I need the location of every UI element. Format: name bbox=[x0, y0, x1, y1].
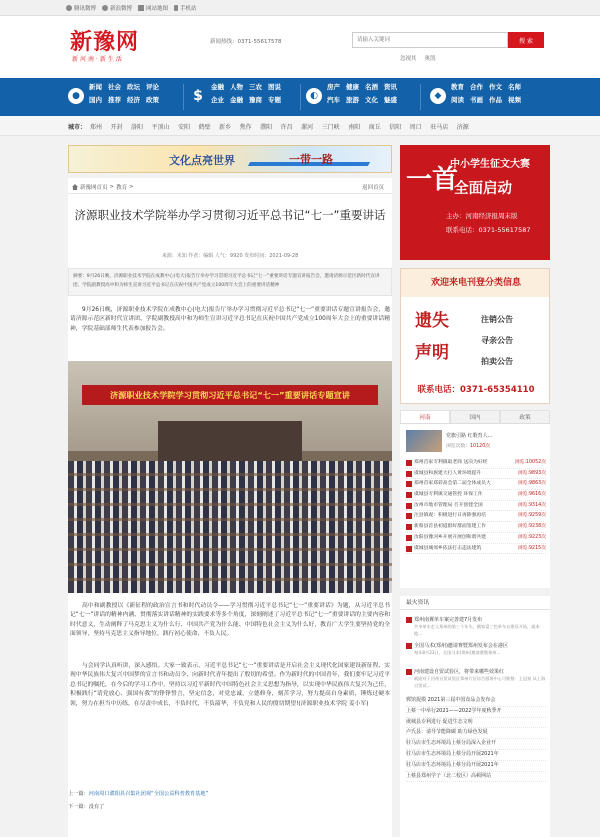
sina-icon bbox=[102, 5, 108, 11]
news-list-item[interactable]: 上蔡县郑州学子（北二校区）高顿网站 bbox=[406, 772, 546, 783]
nav-group-education bbox=[430, 82, 521, 105]
news-list-item[interactable]: 虞城县专利进行 促进生态文明 bbox=[406, 718, 546, 729]
section-title: 最火资讯 bbox=[400, 596, 550, 610]
city-label: 城市： bbox=[68, 124, 87, 131]
hot-list-item[interactable]: 郑州首家郑彩高会第二届全体成员大 浏览:9863次 bbox=[406, 479, 546, 490]
nav-item[interactable]: 健康 bbox=[346, 83, 359, 91]
rank-badge bbox=[406, 471, 412, 477]
hot-list-item[interactable]: 虞城县专利镇交通管控 环保工作 浏览:9616次 bbox=[406, 490, 546, 501]
nav-item[interactable]: 三农 bbox=[249, 83, 262, 91]
tab-domestic[interactable]: 国内 bbox=[450, 410, 500, 423]
rank-badge bbox=[406, 492, 412, 498]
site-logo[interactable] bbox=[70, 30, 155, 64]
city-link[interactable]: 南阳 bbox=[348, 124, 361, 131]
main-nav bbox=[0, 78, 600, 116]
article-summary: 摘要：9月26日晚，济源职业技术学院在成教中心(电大)报告厅举办学习贯彻习近平总书记“七一”重要讲话专题宣讲报告会，邀请济源示范区新时代宣讲团、学院副教授高中和为师生宣讲习近平总书记在庆祝中国共产党成立100周年大会上的重要讲话精神 bbox=[68, 268, 392, 296]
hot-list-item[interactable]: 虞城县和族建大打人黄环境提升 浏览:9893次 bbox=[406, 469, 546, 480]
classified-ad[interactable]: 欢迎来电刊登分类信息 遗失 声明 注销公告 寻亲公告 拍卖公告 联系电话：0371-65354110 bbox=[400, 268, 550, 404]
banner-text: 一带一路 bbox=[289, 153, 333, 166]
hot-list-item[interactable]: 新蔡县首县初道群好群面签建工作 浏览:9238次 bbox=[406, 522, 546, 533]
search-box bbox=[352, 32, 544, 48]
news-list-item[interactable]: 驻马店市生态环境局上蔡分局开展2021年 bbox=[406, 761, 546, 772]
city-link[interactable]: 信阳 bbox=[389, 124, 402, 131]
city-link[interactable]: 平顶山 bbox=[151, 124, 170, 131]
news-list-item[interactable]: 驻马店市生态环境局上蔡分局深入企业开 bbox=[406, 739, 546, 750]
article-paragraph: 高中和副教授以《新征程的政治宣言书和时代动员令——学习贯彻习近平总书记“七一”重要讲话》为题，从习近平总书记“七一”讲话的精神内涵、贯彻落实讲话精神的实践要求等多个角度，深刻阐述了习近平总书记“七一”重要讲话的主要内容和时代意义，生动阐释了马克思主义为什么行、中国共产党为什么能、中国特色社会主义为什么好，教育广大学生要坚持党的全面领导，坚持马克思主义指导地位，践行初心使命，不负人民。 bbox=[70, 603, 390, 638]
bullet-icon bbox=[406, 643, 412, 649]
featured-thumbnail bbox=[406, 430, 442, 452]
nav-item[interactable]: 经济 bbox=[127, 96, 140, 104]
sitemap-link[interactable]: 网站地图 bbox=[138, 4, 168, 12]
article-paragraph: 9月26日晚，济源职业技术学院在成教中心(电大)报告厅举办学习贯彻习近平总书记“七一”重要讲话专题宣讲报告会，邀请济源示范区新时代宣讲团、学院副教授高中和为师生宣讲习近平总书记在庆祝中国共产党成立100周年大会上的重要讲话精神，学院基础部师生代表参加报告会。 bbox=[70, 307, 390, 332]
city-link[interactable]: 三门峡 bbox=[321, 124, 340, 131]
bullet-icon bbox=[406, 669, 412, 675]
news-item[interactable]: 郑州南翼单车案完善建7月发布 共享单车走入郑州的第三个年头，檀家富三色单车自建设开始，就本地... bbox=[406, 616, 546, 637]
nav-item[interactable]: 政坛 bbox=[127, 83, 140, 91]
nav-group-finance bbox=[190, 82, 281, 105]
mobile-link[interactable]: 手机站 bbox=[174, 4, 197, 12]
rank-badge bbox=[406, 546, 412, 552]
nav-item[interactable]: 书画 bbox=[470, 96, 483, 104]
nav-divider bbox=[300, 84, 301, 110]
photo-banner-text: 济源职业技术学院学习贯彻习近平总书记“七一”重要讲话专题宣讲 bbox=[82, 385, 378, 405]
rank-badge bbox=[406, 535, 412, 541]
city-link[interactable]: 郑州 bbox=[90, 124, 103, 131]
nav-item[interactable]: 作品 bbox=[489, 96, 502, 104]
city-link[interactable]: 鹤壁 bbox=[198, 124, 211, 131]
bullet-icon bbox=[406, 617, 412, 623]
search-input[interactable] bbox=[352, 32, 508, 48]
region-tabs bbox=[400, 410, 550, 424]
home-icon: ● bbox=[68, 88, 84, 104]
nav-item[interactable]: 企业 bbox=[211, 96, 224, 104]
news-list-item[interactable]: 卢氏县：请导节能降碳 助力绿色发展 bbox=[406, 728, 546, 739]
nav-item[interactable]: 政策 bbox=[146, 96, 159, 104]
news-list-item[interactable]: 上蔡一中举行2021——2022学年度秋季开 bbox=[406, 707, 546, 718]
nav-item[interactable]: 金融 bbox=[230, 96, 243, 104]
city-bar bbox=[0, 116, 600, 136]
weibo-icon bbox=[66, 5, 72, 11]
nav-group-news bbox=[68, 82, 159, 105]
city-link[interactable]: 焦作 bbox=[239, 124, 252, 131]
breadcrumb-home[interactable]: 新豫网首页 bbox=[80, 185, 108, 191]
rank-badge bbox=[406, 503, 412, 509]
nav-item[interactable]: 豫商 bbox=[249, 96, 262, 104]
hot-list-item[interactable]: 郑州首家专利镇取老商 送决为好经 浏览:10052次 bbox=[406, 458, 546, 469]
tencent-weibo-link[interactable]: 腾讯微博 bbox=[66, 4, 96, 12]
nav-item[interactable]: 阅读 bbox=[451, 96, 464, 104]
nav-group-life bbox=[306, 82, 397, 105]
hot-list-item[interactable]: 注县镇观：积极进行日再除强再培 浏览:9259次 bbox=[406, 511, 546, 522]
news-list-item[interactable]: 驻马店市生态环境局上蔡分局开展2021年 bbox=[406, 750, 546, 761]
tab-henan[interactable]: 河南 bbox=[400, 410, 450, 423]
prev-article[interactable]: 上一篇：河南周口濮阳县召集社团观“全国公益科普教育基地” bbox=[68, 791, 209, 797]
hot-list-item[interactable]: 汝州市地市管理局 召开创建全国 浏览:9314次 bbox=[406, 501, 546, 512]
top-bar bbox=[0, 0, 600, 16]
hotword-link[interactable]: 奥凯 bbox=[424, 56, 436, 62]
nav-item[interactable]: 汽车 bbox=[327, 96, 340, 104]
home-icon bbox=[72, 184, 78, 190]
city-list bbox=[90, 122, 469, 131]
news-list-item[interactable]: 郸馆捉摸 2021第三届中国食品会发布会 bbox=[406, 696, 546, 707]
logo-text: 新豫网 bbox=[70, 29, 140, 55]
tab-policy[interactable]: 政策 bbox=[500, 410, 550, 423]
nav-item[interactable]: 金融 bbox=[211, 83, 224, 91]
city-link[interactable]: 洛阳 bbox=[131, 124, 144, 131]
car-icon: ◐ bbox=[306, 88, 322, 104]
breadcrumb bbox=[68, 178, 392, 194]
nav-item[interactable]: 社会 bbox=[108, 83, 121, 91]
search-button[interactable]: 搜 索 bbox=[508, 32, 544, 48]
city-link[interactable]: 濮阳 bbox=[260, 124, 273, 131]
logo-slogan: 新河南·新生活 bbox=[72, 56, 124, 63]
nav-divider bbox=[183, 84, 184, 110]
featured-item[interactable]: 党旗引路 红歌育人... 浏览次数：10120次 bbox=[406, 430, 544, 452]
latest-news bbox=[400, 596, 550, 837]
article-paragraph: 与会同学认真听讲，深入感悟。大家一致表示，习近平总书记“七一”重要讲话是开启社会主义现代化国家建设新征程、实现中华民族伟大复兴中国梦的宣言书和动员令，向新时代青年提出了殷切的希望。作为新时代的中国青年，我们要牢记习近平总书记的嘱托，在今后的学习工作中，坚持以习近平新时代中国特色社会主义思想为指导，以实现中华民族伟大复兴为己任，积极践行“请党放心、强国有我”的铮铮誓言，坚定信念，对党忠诚，立德修身，刻苦学习，努力提高自身素质，锤炼过硬本领，努力在担当中历练，在尽责中成长，不负时代，不负韶华，不负党和人民的殷切期望!(济源职业技术学院 姜小军) bbox=[70, 663, 390, 707]
article-photo bbox=[68, 361, 392, 593]
breadcrumb-category[interactable]: 教育 bbox=[116, 185, 128, 191]
phone-icon bbox=[174, 5, 178, 11]
article-title: 济源职业技术学院举办学习贯彻习近平总书记“七一”重要讲话 bbox=[74, 208, 386, 222]
nav-item[interactable]: 新闻 bbox=[89, 83, 102, 91]
city-link[interactable]: 济源 bbox=[456, 124, 469, 131]
rank-badge bbox=[406, 481, 412, 487]
breadcrumb-separator: > bbox=[109, 184, 115, 190]
rank-badge bbox=[406, 524, 412, 530]
hot-words bbox=[400, 54, 436, 62]
nav-item[interactable]: 教育 bbox=[451, 83, 464, 91]
nav-item[interactable]: 旅游 bbox=[346, 96, 359, 104]
essay-contest-ad[interactable]: 一首 中小学生征文大赛 全面启动 主办：河南经济报周末版 联系电话：0371-55617587 bbox=[400, 145, 550, 260]
banner-text: 文化点亮世界 bbox=[169, 154, 235, 167]
nav-item[interactable]: 评论 bbox=[146, 83, 159, 91]
news-hotline: 新闻热线：0371-55617578 bbox=[210, 39, 282, 45]
city-link[interactable]: 驻马店 bbox=[430, 124, 449, 131]
nav-item[interactable]: 房产 bbox=[327, 83, 340, 91]
nav-item[interactable]: 名酒 bbox=[365, 83, 378, 91]
nav-item[interactable]: 文化 bbox=[365, 96, 378, 104]
top-banner-ad[interactable] bbox=[68, 145, 392, 173]
nav-item[interactable]: 推荐 bbox=[108, 96, 121, 104]
hotword-link[interactable]: 忽视其 bbox=[400, 56, 417, 62]
article-pager bbox=[68, 788, 392, 814]
nav-item[interactable]: 合作 bbox=[470, 83, 483, 91]
nav-item[interactable]: 专题 bbox=[268, 96, 281, 104]
money-icon: $ bbox=[193, 88, 203, 104]
city-link[interactable]: 周口 bbox=[409, 124, 422, 131]
nav-item[interactable]: 人物 bbox=[230, 83, 243, 91]
ad-calligraphy: 一首 bbox=[406, 165, 459, 195]
nav-item[interactable]: 国内 bbox=[89, 96, 102, 104]
sitemap-icon bbox=[138, 5, 144, 11]
rank-badge bbox=[406, 460, 412, 466]
article bbox=[68, 178, 392, 837]
breadcrumb-separator: > bbox=[129, 184, 134, 190]
city-link[interactable]: 许昌 bbox=[280, 124, 293, 131]
city-link[interactable]: 漯河 bbox=[301, 124, 314, 131]
news-item[interactable]: 河南建设自贸试验区，将带来哪些效果红 截面对于河南自贸试验区郑州片区综合服务中心可跌整：王冠家 从上海自贸试... bbox=[406, 668, 546, 689]
city-link[interactable]: 商丘 bbox=[368, 124, 381, 131]
nav-item[interactable]: 魅盛 bbox=[384, 96, 397, 104]
next-article[interactable]: 下一篇：没有了 bbox=[68, 804, 105, 810]
nav-item[interactable]: 资讯 bbox=[384, 83, 397, 91]
nav-item[interactable]: 视频 bbox=[508, 96, 521, 104]
city-link[interactable]: 开封 bbox=[110, 124, 123, 131]
hot-list-item[interactable]: 汝阳县豫河乡开展开展创和谐共建 浏览:9223次 bbox=[406, 533, 546, 544]
nav-item[interactable]: 作文 bbox=[489, 83, 502, 91]
news-item[interactable]: 全国马术(郑州)邀请赛暨郑州发布会在港区 每年8月23日，全国马术(郑州)邀请赛暨郑州... bbox=[406, 642, 546, 657]
back-home-link[interactable]: 返回首页 bbox=[361, 185, 384, 191]
header bbox=[0, 16, 600, 78]
city-link[interactable]: 新乡 bbox=[219, 124, 232, 131]
article-meta: 来源：未知 作者：编辑 人气：9920 发布时间：2021-09-28 bbox=[161, 253, 299, 259]
hot-list bbox=[400, 424, 550, 588]
nav-divider bbox=[420, 84, 421, 110]
hot-list-item[interactable]: 虞城县城郊乡依法打击违法建筑 浏览:9215次 bbox=[406, 544, 546, 555]
rank-badge bbox=[406, 513, 412, 519]
nav-item[interactable]: 名师 bbox=[508, 83, 521, 91]
city-link[interactable]: 安阳 bbox=[178, 124, 191, 131]
sina-weibo-link[interactable]: 新浪微博 bbox=[102, 4, 132, 12]
book-icon: ◆ bbox=[430, 88, 446, 104]
nav-item[interactable]: 图说 bbox=[268, 83, 281, 91]
